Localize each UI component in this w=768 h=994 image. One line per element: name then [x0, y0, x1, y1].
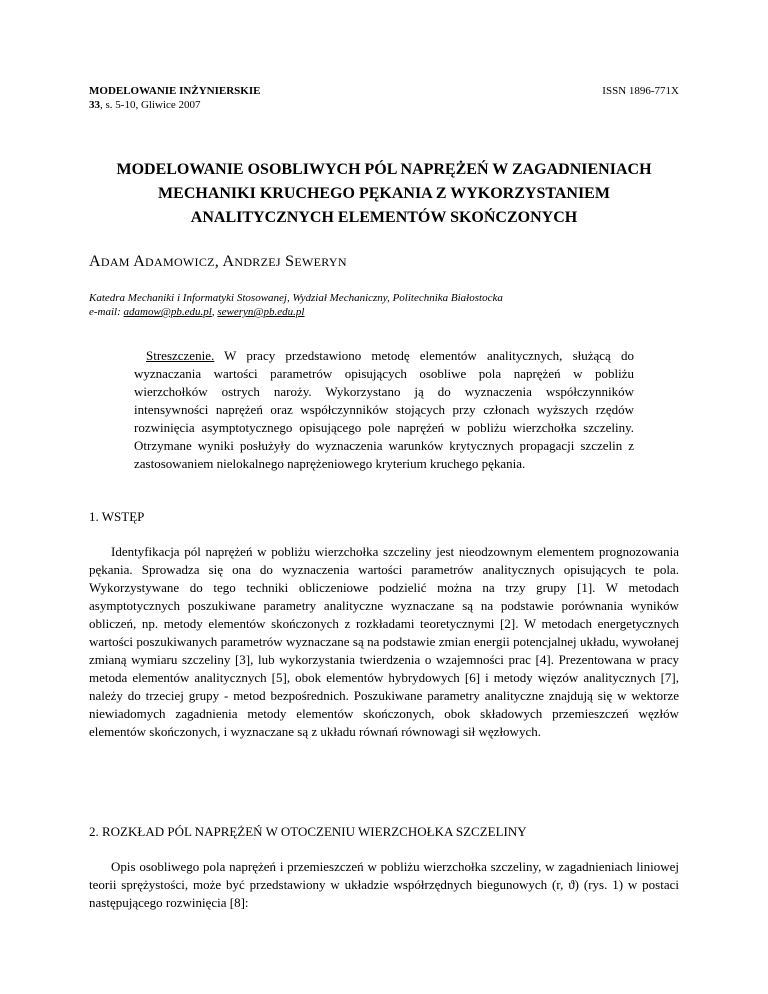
author1-first-initial: A [89, 253, 101, 270]
author2-first-rest: NDRZEJ [234, 255, 281, 269]
section-2-paragraph: Opis osobliwego pola naprężeń i przemieszczeń w pobliżu wierzchołka szczeliny, w zagadnieniach liniowej teorii sprężystości, może być przedstawiony w układzie współrzędnych biegunowych (r, ϑ) (rys. 1) w postaci następującego rozwinięcia [8]: [89, 859, 679, 910]
abstract-label: Streszczenie. [146, 348, 215, 363]
author1-last-initial: A [133, 253, 146, 270]
journal-volume: 33 [89, 99, 100, 111]
affiliation-emails [89, 305, 689, 319]
author1-first-rest: DAM [100, 255, 130, 269]
journal-name: MODELOWANIE INŻYNIERSKIE [89, 85, 261, 97]
author2-last-rest: EWERYN [294, 255, 347, 269]
author-separator: , [214, 253, 223, 270]
journal-pages-place-year: , s. 5-10, Gliwice 2007 [100, 99, 201, 111]
paper-title [89, 158, 679, 230]
section-2-heading: 2. ROZKŁAD PÓL NAPRĘŻEŃ W OTOCZENIU WIERZCHOŁKA SZCZELINY [89, 824, 527, 839]
title-line-2: MECHANIKI KRUCHEGO PĘKANIA Z WYKORZYSTANIEM [158, 185, 610, 202]
author1-last-rest: DAMOWICZ [145, 255, 215, 269]
email-link-seweryn[interactable]: seweryn@pb.edu.pl [217, 306, 305, 318]
affiliation-institution: Katedra Mechaniki i Informatyki Stosowanej, Wydział Mechaniczny, Politechnika Białostocka [89, 292, 503, 304]
title-line-1: MODELOWANIE OSOBLIWYCH PÓL NAPRĘŻEŃ W ZAGADNIENIACH [116, 161, 652, 178]
author2-first-initial: A [222, 253, 235, 270]
title-line-3: ANALITYCZNYCH ELEMENTÓW SKOŃCZONYCH [190, 209, 578, 226]
section-1-heading: 1. WSTĘP [89, 509, 145, 524]
email-link-adamowicz[interactable]: adamow@pb.edu.pl [123, 306, 212, 318]
abstract [134, 347, 634, 473]
abstract-text: W pracy przedstawiono metodę elementów analitycznych, służącą do wyznaczania wartości parametrów opisujących osobliwe pola naprężeń w pobliżu wierzchołków ostrych naroży. Wykorzystano ją do wyznaczenia współczynników intensywności naprężeń oraz współczynników stojących przy członach wyższych rzędów rozwinięcia asymptotycznego opisującego pole naprężeń w pobliżu wierzchołka szczeliny. Otrzymane wyniki posłużyły do wyznaczenia warunków krytycznych propagacji szczelin z zastosowaniem nielokalnego naprężeniowego kryterium kruchego pękania. [134, 348, 634, 471]
affiliation [89, 291, 689, 319]
email-label: e-mail: [89, 306, 124, 318]
journal-header [89, 84, 260, 112]
authors [89, 252, 347, 272]
author2-last-initial: S [285, 253, 295, 270]
email-separator: , [211, 306, 218, 318]
section-1-paragraph: Identyfikacja pól naprężeń w pobliżu wierzchołka szczeliny jest nieodzownym elementem prognozowania pękania. Sprowadza się ona do wyznaczenia wartości parametrów analitycznych opisujących te pola. Wykorzystywane do tego techniki obliczeniowe podzielić można na trzy grupy [1]. W metodach asymptotycznych poszukiwane parametry analityczne wyznaczane są na podstawie porównania wyników obliczeń, np. metody elementów skończonych z rozkładami teoretycznymi [2]. W metodach energetycznych wartości poszukiwanych parametrów wyznaczane są na podstawie zmian energii potencjalnej układu, wywołanej zmianą wymiaru szczeliny [3], lub wykorzystania twierdzenia o wzajemności prac [4]. Prezentowana w pracy metoda elementów analitycznych [5], obok elementów hybrydowych [6] i metody więzów analitycznych [7], należy do trzeciej grupy - metod bezpośrednich. Poszukiwane parametry analityczne znajdują się w wektorze niewiadomych zagadnienia metody elementów skończonych, obok składowych przemieszczeń węzłów elementów skończonych, i wyznaczane są z układu równań równowagi sił węzłowych. [89, 544, 679, 739]
issn: ISSN 1896-771X [602, 85, 679, 97]
